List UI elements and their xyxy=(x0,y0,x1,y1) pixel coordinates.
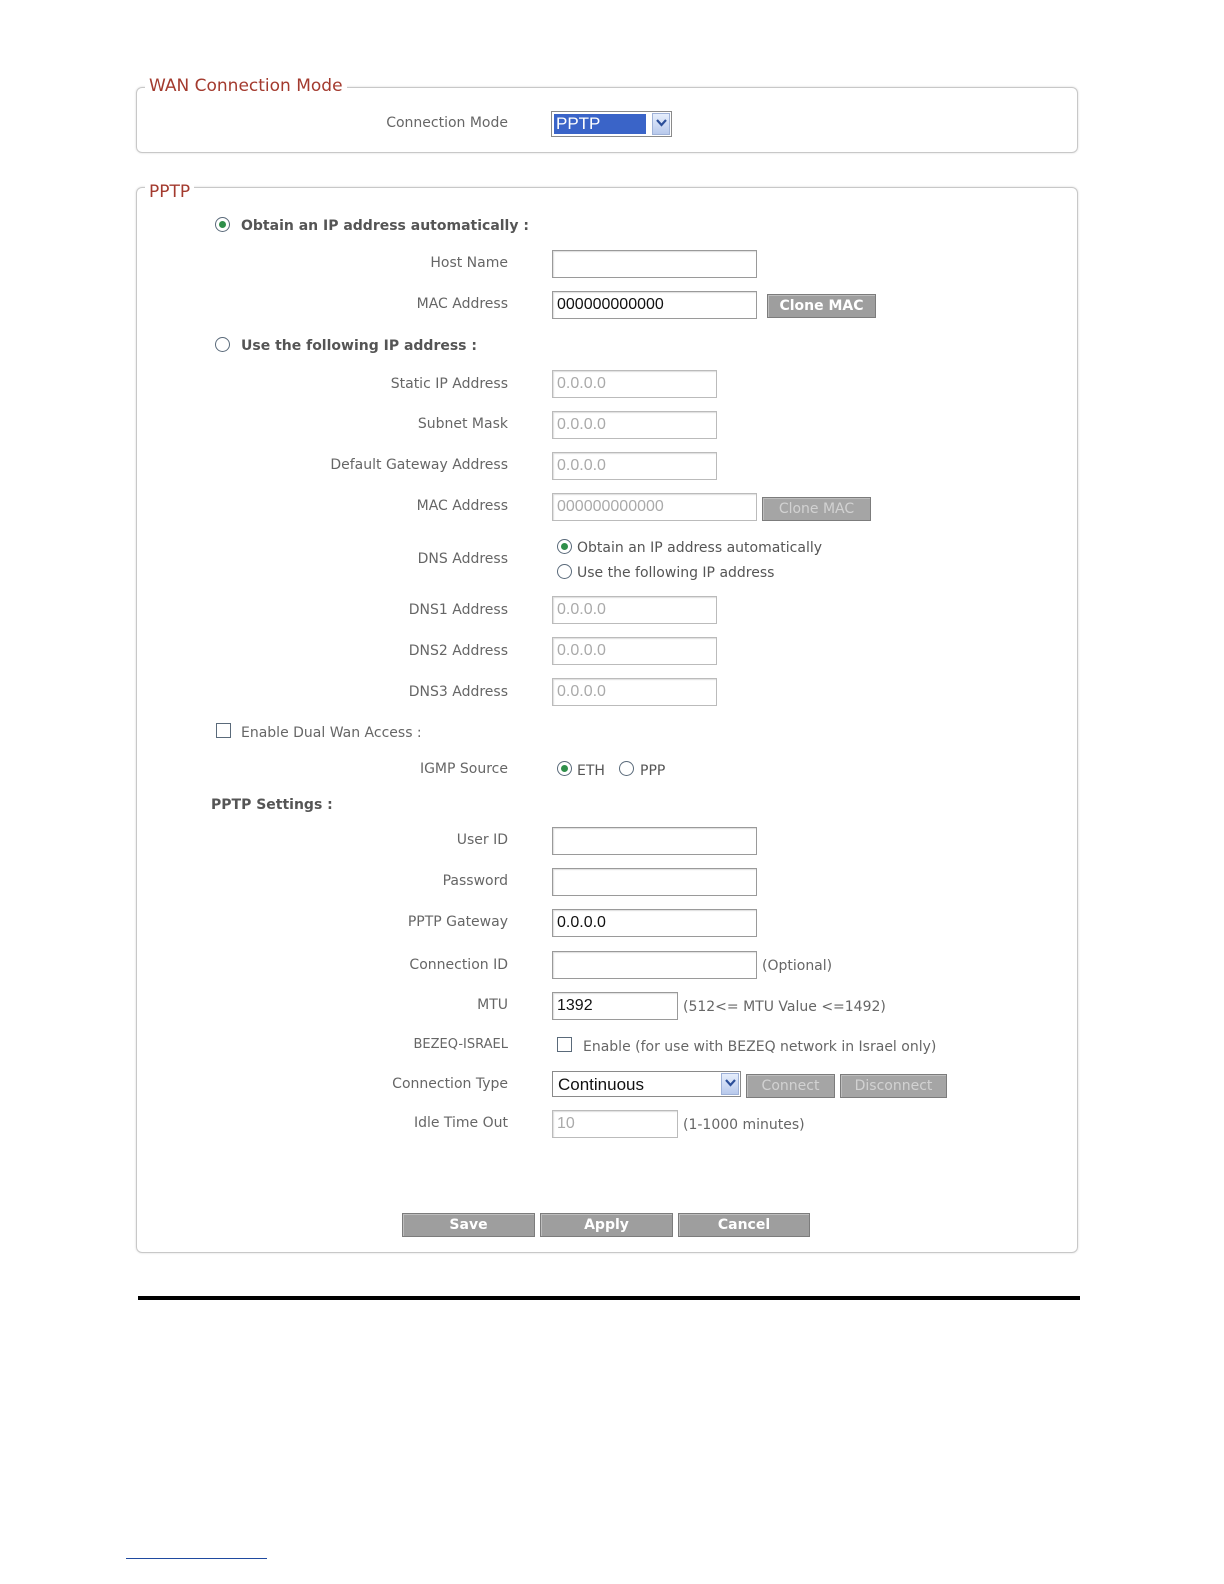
static-ip-label: Static IP Address xyxy=(390,376,508,392)
dns-address-label: DNS Address xyxy=(417,551,508,567)
mac-address-label: MAC Address xyxy=(416,296,508,312)
igmp-eth-label: ETH xyxy=(577,763,605,779)
connection-type-label: Connection Type xyxy=(392,1076,508,1092)
idle-time-out-note: (1-1000 minutes) xyxy=(683,1117,805,1133)
mtu-label: MTU xyxy=(477,997,508,1013)
mtu-note: (512<= MTU Value <=1492) xyxy=(683,999,886,1015)
pptp-settings-heading: PPTP Settings : xyxy=(211,797,333,813)
dns1-label: DNS1 Address xyxy=(408,602,508,618)
igmp-eth-radio[interactable] xyxy=(557,761,572,776)
chevron-down-icon xyxy=(721,1073,739,1095)
static-clone-mac-button[interactable]: Clone MAC xyxy=(762,497,871,521)
dns2-input[interactable] xyxy=(552,637,717,665)
dns-manual-radio[interactable] xyxy=(557,564,572,579)
password-label: Password xyxy=(442,873,508,889)
mtu-input[interactable] xyxy=(552,992,678,1020)
connection-id-label: Connection ID xyxy=(409,957,508,973)
mac-address-input[interactable] xyxy=(552,291,757,319)
igmp-ppp-label: PPP xyxy=(640,763,666,779)
static-mac-address-label: MAC Address xyxy=(416,498,508,514)
user-id-input[interactable] xyxy=(552,827,757,855)
use-static-ip-radio[interactable] xyxy=(215,337,230,352)
host-name-input[interactable] xyxy=(552,250,757,278)
obtain-ip-auto-radio[interactable] xyxy=(215,217,230,232)
connection-mode-value: PPTP xyxy=(554,114,646,134)
idle-time-out-label: Idle Time Out xyxy=(413,1115,508,1131)
obtain-ip-auto-label: Obtain an IP address automatically : xyxy=(241,218,529,234)
dual-wan-label: Enable Dual Wan Access : xyxy=(241,725,422,741)
default-gateway-label: Default Gateway Address xyxy=(330,457,508,473)
dns-manual-label: Use the following IP address xyxy=(577,565,775,581)
connect-button[interactable]: Connect xyxy=(746,1074,835,1098)
subnet-mask-label: Subnet Mask xyxy=(417,416,508,432)
dns3-input[interactable] xyxy=(552,678,717,706)
connection-type-select[interactable] xyxy=(552,1071,741,1097)
wan-connection-mode-legend: WAN Connection Mode xyxy=(145,76,347,96)
subnet-mask-input[interactable] xyxy=(552,411,717,439)
user-id-label: User ID xyxy=(456,832,508,848)
dns2-label: DNS2 Address xyxy=(408,643,508,659)
dns1-input[interactable] xyxy=(552,596,717,624)
dns-auto-radio[interactable] xyxy=(557,539,572,554)
password-input[interactable] xyxy=(552,868,757,896)
chevron-down-icon xyxy=(652,113,670,135)
optional-note: (Optional) xyxy=(762,958,833,974)
dual-wan-checkbox[interactable] xyxy=(216,723,231,738)
igmp-source-label: IGMP Source xyxy=(419,761,508,777)
disconnect-button[interactable]: Disconnect xyxy=(840,1074,947,1098)
apply-button[interactable]: Apply xyxy=(540,1213,673,1237)
save-button[interactable]: Save xyxy=(402,1213,535,1237)
dns-auto-label: Obtain an IP address automatically xyxy=(577,540,823,556)
igmp-ppp-radio[interactable] xyxy=(619,761,634,776)
connection-id-input[interactable] xyxy=(552,951,757,979)
connection-mode-select[interactable] xyxy=(551,111,672,137)
cancel-button[interactable]: Cancel xyxy=(678,1213,810,1237)
clone-mac-button[interactable]: Clone MAC xyxy=(767,294,876,318)
bezeq-label: BEZEQ-ISRAEL xyxy=(413,1037,508,1052)
use-static-ip-label: Use the following IP address : xyxy=(241,338,477,354)
host-name-label: Host Name xyxy=(430,255,508,271)
bezeq-checkbox[interactable] xyxy=(557,1037,572,1052)
connection-type-value: Continuous xyxy=(558,1075,645,1094)
pptp-gateway-input[interactable] xyxy=(552,909,757,937)
page-divider xyxy=(138,1296,1080,1300)
default-gateway-input[interactable] xyxy=(552,452,717,480)
dns3-label: DNS3 Address xyxy=(408,684,508,700)
connection-mode-label: Connection Mode xyxy=(386,115,508,131)
footer-rule xyxy=(126,1558,267,1559)
static-ip-input[interactable] xyxy=(552,370,717,398)
bezeq-note: Enable (for use with BEZEQ network in Israel only) xyxy=(583,1039,937,1055)
pptp-legend: PPTP xyxy=(145,182,194,202)
static-mac-address-input[interactable] xyxy=(552,493,757,521)
pptp-gateway-label: PPTP Gateway xyxy=(407,914,508,930)
idle-time-out-input[interactable] xyxy=(552,1110,678,1138)
